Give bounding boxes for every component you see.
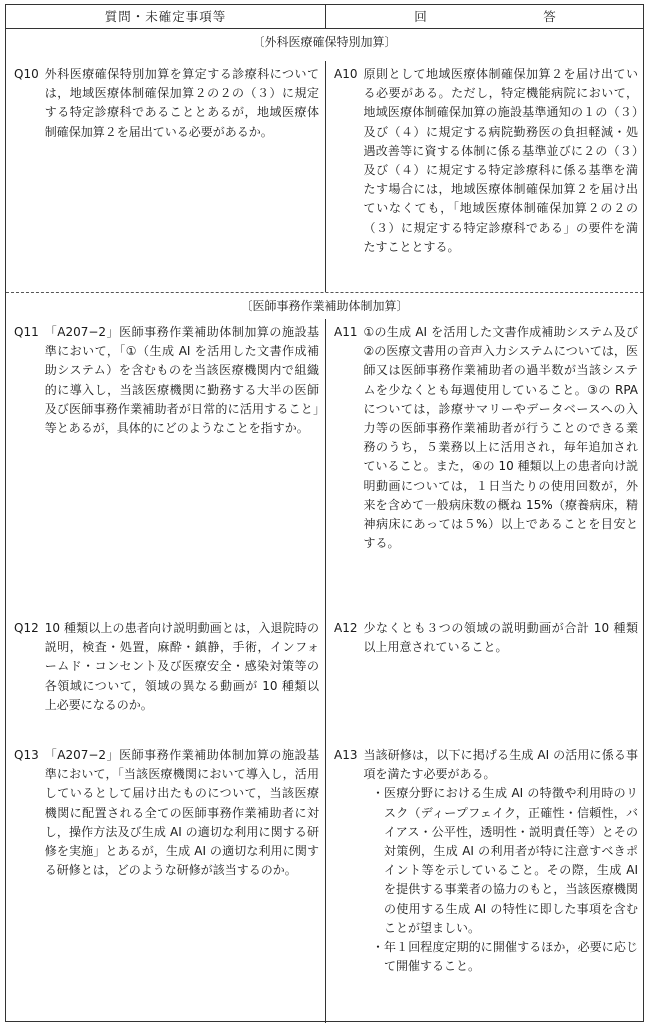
q-text: 「A207−2」医師事務作業補助体制加算の施設基準において，「当該医療機関において導入し，活用しているとして届け出たものについて，当該医療機関に配置される全ての医師事務作業補助者に対し，操作方法及び生成 AI の適切な利用に関する研修を実施」とあるが，生成 AI の適切な利用に関する研修とは，どのような研修が該当するのか。 bbox=[44, 748, 319, 878]
bullet-item bbox=[372, 938, 638, 976]
answer-a10 bbox=[334, 65, 638, 257]
a-text: 少なくとも３つの領域の説明動画が合計 10 種類以上用意されていること。 bbox=[363, 621, 638, 655]
q-text: 外科医療確保特別加算を算定する診療科については，地域医療体制確保加算２の２の（３）に規定する特定診療科であることとあるが，地域医療体制確保加算２を届出ている必要があるか。 bbox=[44, 67, 319, 139]
a-label: A11 bbox=[334, 325, 358, 339]
column-divider bbox=[325, 5, 326, 29]
question-q13 bbox=[14, 746, 319, 880]
a-label: A13 bbox=[334, 748, 358, 762]
column-divider bbox=[325, 61, 326, 292]
a-text: 当該研修は，以下に掲げる生成 AI の活用に係る事項を満たす必要がある。 bbox=[363, 748, 638, 782]
question-column-header: 質問・未確定事項等 bbox=[104, 9, 227, 24]
section-divider bbox=[6, 292, 643, 293]
bullet-text: 医療分野における生成 AI の特徴や利用時のリスク（ディープフェイク，正確性・信頼性，バイアス・公平性，透明性・説明責任等）とその対策例，生成 AI の利用者が特に注意すべきポイント等を示していること。その際，生成 AI を提供する事業者の協力のもと，当該医療機関の使用する生成 AI の特性に即した事項を含むことが望ましい。 bbox=[384, 786, 638, 935]
q-text: 「A207−2」医師事務作業補助体制加算の施設基準において，「①（生成 AI を活用した文書作成補助システム）を含むものを当該医療機関内で組織的に導入し，当該医療機関に勤務する大半の医師及び医師事務作業補助者が日常的に活用すること」等とあるが，具体的にどのようなことを指すか。 bbox=[44, 325, 319, 436]
bullet-text: 年１回程度定期的に開催するほか，必要に応じて開催すること。 bbox=[384, 940, 638, 974]
qa-table bbox=[5, 4, 644, 1022]
q-label: Q10 bbox=[14, 67, 39, 81]
bullet-symbol: ・ bbox=[372, 940, 385, 955]
q-text: 10 種類以上の患者向け説明動画とは，入退院時の説明，検査・処置，麻酔・鎮静，手術，インフォームド・コンセント及び医療安全・感染対策等の各領域について，領域の異なる動画が 10 種類以上必要になるのか。 bbox=[44, 621, 319, 712]
a-label: A10 bbox=[334, 67, 358, 81]
bullet-item bbox=[372, 784, 638, 938]
answer-column-header: 回 答 bbox=[414, 9, 608, 24]
question-q11 bbox=[14, 323, 319, 438]
question-q10 bbox=[14, 65, 319, 142]
column-divider bbox=[325, 319, 326, 1023]
answer-a11 bbox=[334, 323, 638, 553]
question-q12 bbox=[14, 619, 319, 715]
section-title-clerical: 〔医師事務作業補助体制加算〕 bbox=[240, 299, 409, 313]
answer-a13 bbox=[334, 746, 638, 976]
bullet-symbol: ・ bbox=[372, 786, 385, 801]
section-title-surgery: 〔外科医療確保特別加算〕 bbox=[252, 35, 397, 49]
q-label: Q13 bbox=[14, 748, 39, 762]
answer-a12 bbox=[334, 619, 638, 657]
a-text: ①の生成 AI を活用した文書作成補助システム及び②の医療文書用の音声入力システムについては，医師又は医師事務作業補助者の過半数が当該システムを少なくとも毎週使用していること。③の RPA については，診療サマリーやデータベースへの入力等の医師事務作業補助者が行うことのできる業務のうち，５業務以上に活用され，毎年追加されていること。また，④の 10 種類以上の患者向け説明動画については，１日当たりの使用回数が，外来を含めて一般病床数の概ね 15%（療養病床，精神病床にあっては５%）以上であることを目安とする。 bbox=[363, 325, 638, 551]
q-label: Q12 bbox=[14, 621, 39, 635]
a-label: A12 bbox=[334, 621, 358, 635]
q-label: Q11 bbox=[14, 325, 39, 339]
a-text: 原則として地域医療体制確保加算２を届け出ている必要がある。ただし，特定機能病院において，地域医療体制確保加算の施設基準通知の１の（３）及び（４）に規定する病院勤務医の負担軽減・処遇改善等に資する体制に係る基準並びに２の（３）及び（４）に規定する特定診療科に係る基準を満たす場合には，地域医療体制確保加算２を届け出ていなくても，「地域医療体制確保加算２の２の（３）に規定する特定診療科である」の要件を満たすこととする。 bbox=[363, 67, 638, 254]
